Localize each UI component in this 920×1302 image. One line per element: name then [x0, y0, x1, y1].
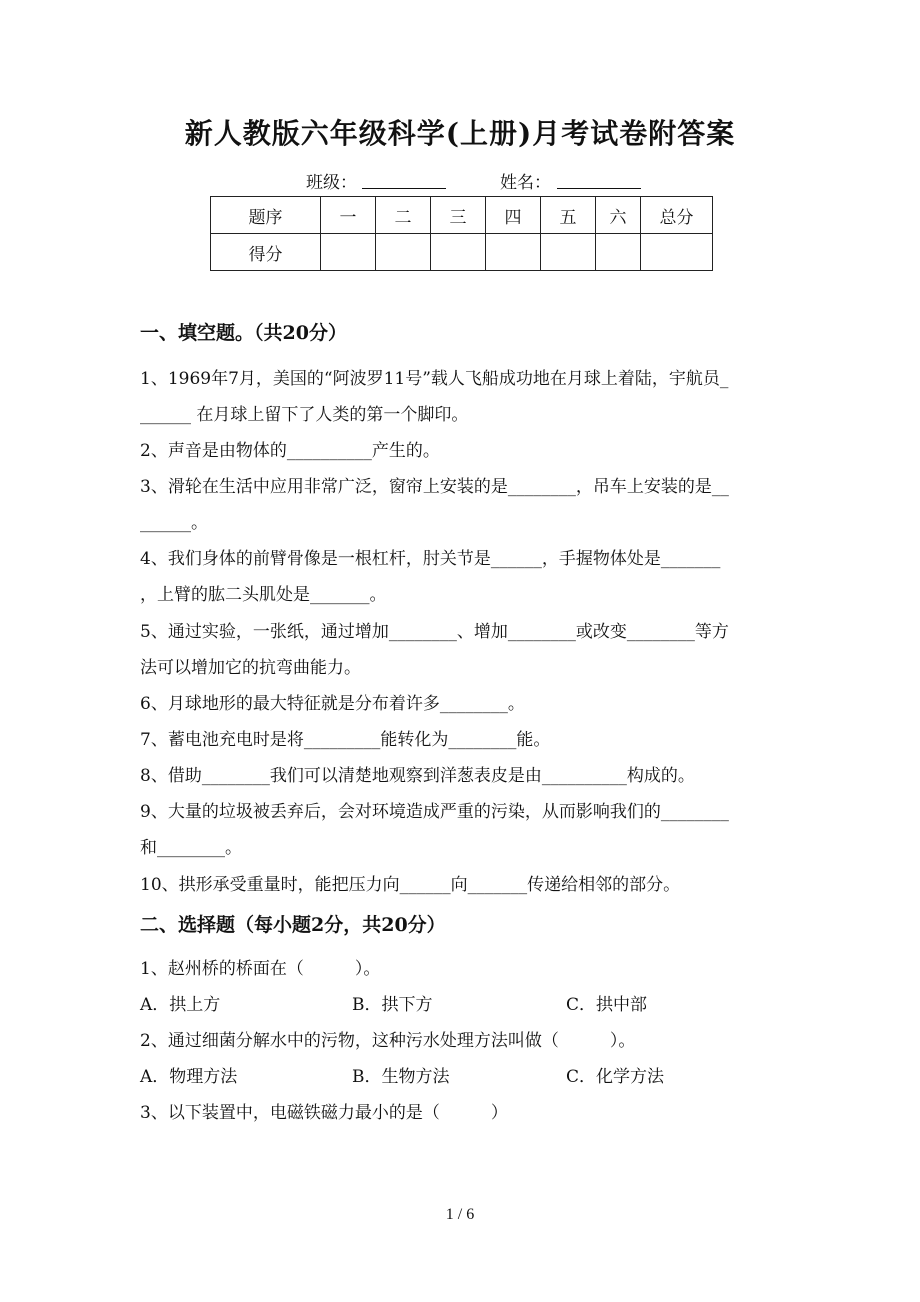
score-table-header-row	[211, 197, 713, 234]
question-line: 10、拱形承受重量时，能把压力向______向_______传递给相邻的部分。	[140, 875, 681, 895]
choice-option-a[interactable]: A．拱上方	[140, 995, 221, 1015]
question-line: 法可以增加它的抗弯曲能力。	[140, 658, 361, 678]
choice-option-b[interactable]: B．拱下方	[352, 995, 433, 1015]
question-line: 5、通过实验，一张纸，通过增加________、增加________或改变________等方	[140, 622, 729, 642]
question-line: 和________。	[140, 838, 242, 858]
question-line: 2、声音是由物体的__________产生的。	[140, 441, 440, 461]
page-number: 1 / 6	[445, 1206, 475, 1223]
header-cell: 五	[541, 197, 596, 234]
choice-option-a[interactable]: A．物理方法	[140, 1067, 238, 1087]
score-cell[interactable]	[486, 234, 541, 271]
question-line: 7、蓄电池充电时是将_________能转化为________能。	[140, 730, 551, 750]
question-line: 1、1969年7月，美国的“阿波罗11号”载人飞船成功地在月球上着陆，宇航员_	[140, 369, 729, 389]
score-cell[interactable]	[321, 234, 376, 271]
name-blank[interactable]	[557, 168, 641, 189]
question-line: 8、借助________我们可以清楚地观察到洋葱表皮是由__________构成的。	[140, 766, 695, 786]
score-table	[210, 196, 713, 271]
choice-stem: 3、以下装置中，电磁铁磁力最小的是（ ）	[140, 1103, 508, 1123]
question-line: 6、月球地形的最大特征就是分布着许多________。	[140, 694, 525, 714]
choice-option-b[interactable]: B．生物方法	[352, 1067, 450, 1087]
section1-heading: 一、填空题。（共20分）	[140, 322, 347, 344]
score-cell[interactable]	[641, 234, 713, 271]
header-cell: 六	[596, 197, 641, 234]
score-cell[interactable]	[431, 234, 486, 271]
choice-stem: 2、通过细菌分解水中的污物，这种污水处理方法叫做（ ）。	[140, 1031, 636, 1051]
score-row-label: 得分	[211, 234, 321, 271]
question-line: ______ 在月球上留下了人类的第一个脚印。	[140, 405, 469, 425]
question-line: ______。	[140, 513, 208, 533]
score-cell[interactable]	[596, 234, 641, 271]
score-cell[interactable]	[541, 234, 596, 271]
score-table-score-row	[211, 234, 713, 271]
header-cell: 一	[321, 197, 376, 234]
question-line: 3、滑轮在生活中应用非常广泛，窗帘上安装的是________，吊车上安装的是__	[140, 477, 729, 497]
choice-stem: 1、赵州桥的桥面在（ ）。	[140, 959, 381, 979]
name-label: 姓名：	[500, 173, 551, 193]
header-cell: 四	[486, 197, 541, 234]
header-cell: 总分	[641, 197, 713, 234]
question-line: 9、大量的垃圾被丢弃后，会对环境造成严重的污染，从而影响我们的________	[140, 802, 729, 822]
class-blank[interactable]	[362, 168, 446, 189]
score-cell[interactable]	[376, 234, 431, 271]
question-line: ，上臂的肱二头肌处是_______。	[140, 585, 387, 605]
question-line: 4、我们身体的前臂骨像是一根杠杆，肘关节是______，手握物体处是_______	[140, 549, 721, 569]
header-cell: 二	[376, 197, 431, 234]
header-cell: 三	[431, 197, 486, 234]
class-label: 班级：	[306, 173, 357, 193]
choice-option-c[interactable]: C．拱中部	[566, 995, 648, 1015]
header-cell: 题序	[211, 197, 321, 234]
page-title: 新人教版六年级科学(上册)月考试卷附答案	[184, 117, 736, 150]
choice-option-c[interactable]: C．化学方法	[566, 1067, 665, 1087]
section2-heading: 二、选择题（每小题2分，共20分）	[140, 914, 446, 936]
